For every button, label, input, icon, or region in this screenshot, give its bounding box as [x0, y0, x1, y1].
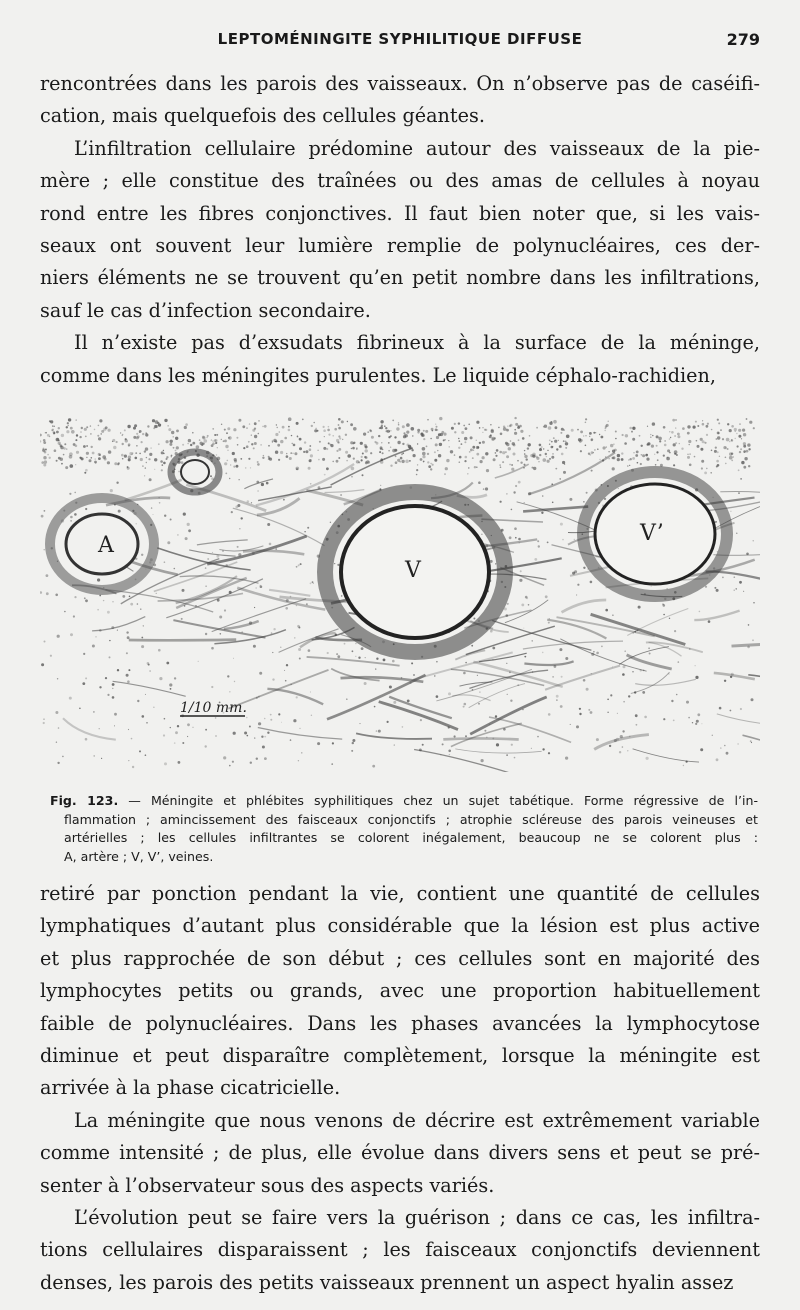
text-line: niers éléments ne se trouvent qu’en petit nombre dans les infiltrations,: [40, 266, 760, 290]
body-text-top: [40, 68, 760, 392]
caption-line: flammation ; amincissement des faisceaux conjonctifs ; atrophie scléreuse des parois veineuses et: [64, 811, 758, 827]
text-line: rencontrées dans les parois des vaisseaux. On n’observe pas de caséifi-: [40, 72, 760, 95]
histology-figure: [40, 412, 760, 772]
figure-illustration: [40, 412, 760, 772]
text-line: cation, mais quelquefois des cellules géantes.: [40, 104, 485, 128]
caption-line: A, artère ; V, V’, veines.: [64, 848, 214, 864]
text-line: arrivée à la phase cicatricielle.: [40, 1076, 341, 1100]
scale-bar: [180, 700, 247, 716]
text-line: rond entre les fibres conjonctives. Il faut bien noter que, si les vais-: [40, 201, 760, 225]
text-line: La méningite que nous venons de décrire est extrêmement variable: [74, 1108, 760, 1132]
text-line: seaux ont souvent leur lumière remplie de polynucléaires, ces der-: [40, 234, 760, 258]
text-line: L’évolution peut se faire vers la guérison ; dans ce cas, les infiltra-: [74, 1206, 760, 1230]
paragraph: [40, 327, 760, 392]
vein-v: [325, 492, 505, 652]
paragraph: [40, 1105, 760, 1202]
figure-number: Fig. 123.: [50, 793, 119, 808]
caption-line: artérielles ; les cellules infiltrantes se colorent inégalement, beaucoup ne se colorent plus :: [64, 830, 758, 845]
text-line: senter à l’observateur sous des aspects variés.: [40, 1173, 495, 1197]
text-line: Il n’existe pas d’exsudats fibrineux à la surface de la méninge,: [74, 331, 760, 355]
text-line: tions cellulaires disparaissent ; les faisceaux conjonctifs deviennent: [40, 1238, 760, 1262]
vein-v-prime: [583, 472, 727, 596]
label-artery: A: [98, 533, 114, 558]
text-line: L’infiltration cellulaire prédomine autour des vaisseaux de la pie-: [74, 136, 760, 160]
label-vein: V: [405, 558, 421, 583]
paragraph: [40, 133, 760, 327]
paragraph: [40, 878, 760, 1105]
text-line: comme intensité ; de plus, elle évolue dans divers sens et peut se pré-: [40, 1141, 760, 1165]
page-header: [40, 30, 760, 52]
text-line: comme dans les méningites purulentes. Le liquide céphalo-rachidien,: [40, 363, 716, 387]
text-line: lymphatiques d’autant plus considérable que la lésion est plus active: [40, 914, 760, 938]
page-number: 279: [726, 30, 760, 49]
artery-a: [50, 498, 154, 590]
running-title: LEPTOMÉNINGITE SYPHILITIQUE DIFFUSE: [217, 30, 583, 48]
scale-label: 1/10 mm.: [180, 700, 247, 716]
paragraph: [40, 68, 760, 133]
label-vein-prime: V’: [640, 521, 664, 546]
text-line: diminue et peut disparaître complètement, lorsque la méningite est: [40, 1044, 760, 1068]
caption-line: [42, 792, 758, 811]
body-text-bottom: [40, 878, 760, 1299]
text-line: faible de polynucléaires. Dans les phases avancées la lymphocytose: [40, 1011, 760, 1035]
text-line: denses, les parois des petits vaisseaux prennent un aspect hyalin assez: [40, 1270, 734, 1294]
paragraph: [40, 1202, 760, 1299]
text-line: sauf le cas d’infection secondaire.: [40, 298, 371, 322]
text-line: retiré par ponction pendant la vie, contient une quantité de cellules: [40, 882, 760, 905]
figure-caption: [42, 792, 758, 866]
text-line: et plus rapprochée de son début ; ces cellules sont en majorité des: [40, 946, 760, 970]
text-line: mère ; elle constitue des traînées ou des amas de cellules à noyau: [40, 169, 760, 193]
text-line: lymphocytes petits ou grands, avec une proportion habituellement: [40, 979, 760, 1003]
caption-text: — Méningite et phlébites syphilitiques chez un sujet tabétique. Forme régressive de l’in-: [128, 793, 758, 808]
